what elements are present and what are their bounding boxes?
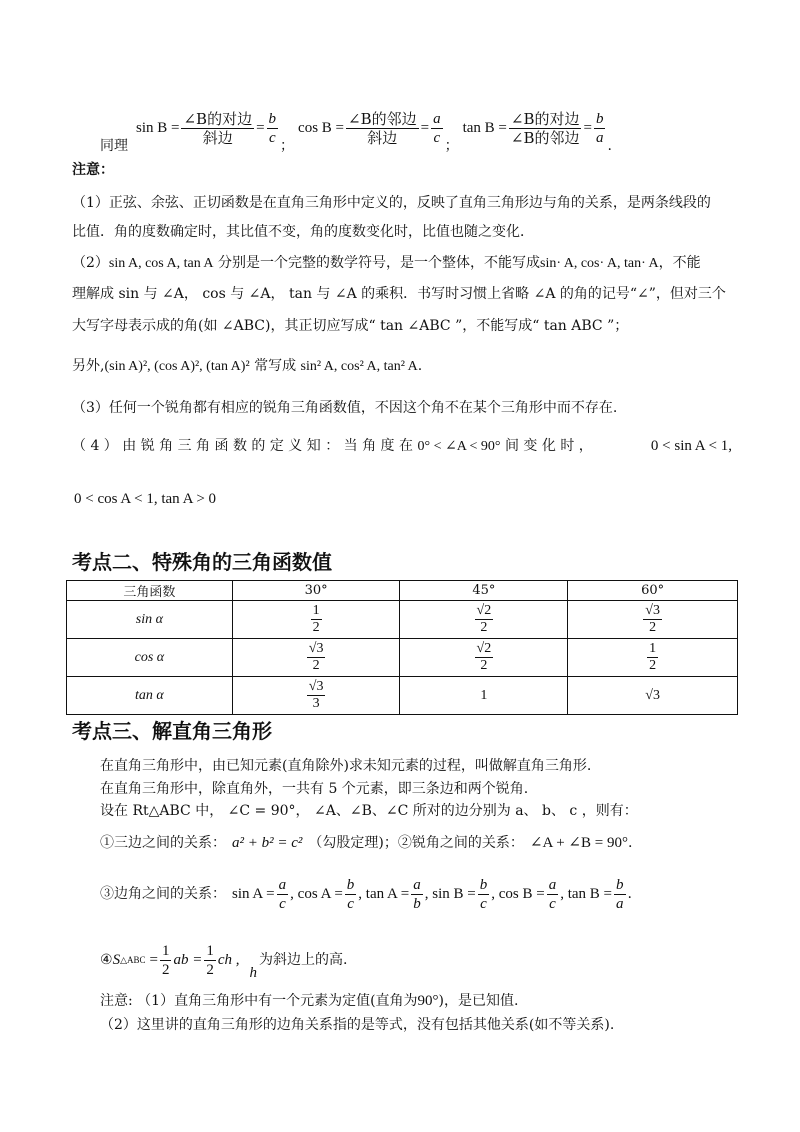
table-row	[67, 639, 738, 677]
numerator: b	[616, 876, 624, 893]
note-4-text-2: 间 变 化 时 ，	[500, 438, 593, 454]
numerator: √3	[645, 603, 660, 618]
area-ch: ch ,	[217, 952, 240, 968]
numerator: a	[413, 876, 421, 893]
denominator: 2	[649, 620, 657, 635]
sin-a-lhs: sin A =	[232, 886, 275, 902]
angle-range: 0° < ∠A < 90°	[417, 439, 501, 454]
right-angle-value: 90°	[417, 993, 439, 1009]
period: .	[417, 358, 423, 374]
sin-b-lhs: sin B =	[136, 120, 180, 136]
section-3-note-1	[100, 991, 518, 1011]
denominator: 2	[480, 620, 488, 635]
denominator: c	[347, 895, 354, 912]
table-header: 60°	[568, 581, 738, 601]
denominator: 2	[312, 658, 320, 673]
relation-4: ④ S △ABC = $\frac{1}{2}$ ab = $\frac{1}{2}$ ch , h 为斜边上的高.	[100, 942, 348, 981]
area-symbol: S	[112, 952, 121, 968]
cos-a-lhs: , cos A =	[290, 886, 343, 902]
note-4-text: （ 4 ） 由 锐 角 三 角 函 数 的 定 义 知 ： 当 角 度 在	[72, 438, 418, 454]
separator: ；	[280, 138, 295, 154]
note-2-line-2: 理解成 sin 与 ∠A， cos 与 ∠A， tan 与 ∠A 的乘积．书写时习惯上省略 ∠A 的角的记号“∠”，但对三个	[72, 286, 726, 302]
note-2-also: 另外,	[72, 358, 105, 374]
wrong-notation: sin· A, cos· A, tan· A	[540, 256, 659, 271]
sin-b-lhs: , sin B =	[424, 886, 476, 902]
numerator: √2	[476, 603, 492, 618]
table-cell	[400, 639, 568, 677]
definitions-row: 同理 sin B = $\frac{\text{∠B的对边}}{\text{斜边}}$ = $\frac{b}{c}$ ； cos B = $\frac{\text{∠B的邻边}}{\text{斜边}}$ = $\frac{a}{c}$ ； tan B = $\frac{\text{∠B的对边}}{\text{∠B的邻边}}$ = $\frac{b}{a}$ .	[100, 109, 612, 154]
note-2-tail: ，不能	[658, 255, 701, 271]
note-1-line-2: 比值．角的度数确定时，其比值不变，角的度数变化时，比值也随之变化．	[72, 224, 534, 240]
denominator: 3	[312, 696, 320, 711]
table-cell: √3	[568, 677, 738, 715]
section-3-paragraph-3: 设在 Rt△ABC 中， ∠C = 90°， ∠A、∠B、∠C 所对的边分别为 a、 b、 c ，则有：	[100, 803, 638, 819]
note-2-line-4	[72, 356, 422, 377]
special-angles-table	[66, 580, 738, 715]
numerator: √3	[308, 641, 324, 656]
note-2-prefix: （2）	[72, 255, 109, 271]
height-symbol: h	[249, 965, 258, 981]
numerator: √3	[308, 679, 324, 694]
cos-b-lhs: cos B =	[298, 120, 345, 136]
table-header-row	[67, 581, 738, 601]
tan-b-ratio: $\frac{b}{a}$	[595, 110, 604, 146]
relation-label: ①三边之间的关系：	[100, 835, 226, 851]
table-header: 三角函数	[67, 581, 233, 601]
denominator: c	[279, 895, 286, 912]
numerator: √2	[476, 641, 492, 656]
table-cell	[568, 601, 738, 639]
numerator: a	[278, 876, 287, 893]
table-row	[67, 601, 738, 639]
numerator: b	[479, 876, 488, 893]
function-name: tan α	[67, 677, 233, 715]
table-row	[67, 677, 738, 715]
note-3: （3）任何一个锐角都有相应的锐角三角函数值，不因这个角不在某个三角形中而不存在.	[72, 400, 618, 416]
note-2-line-1	[72, 253, 701, 274]
function-name: sin α	[67, 601, 233, 639]
prefix-text: 同理	[100, 138, 128, 154]
note-4-line-2: 0 < cos A < 1, tan A > 0	[74, 491, 217, 507]
table-cell	[400, 601, 568, 639]
note-text: 注意: （1）直角三角形中有一个元素为定值(直角为	[100, 993, 418, 1009]
height-description: 为斜边上的高.	[259, 952, 348, 968]
denominator: 2	[649, 658, 657, 673]
section-3-title: 考点三、解直角三角形	[72, 719, 272, 743]
numerator: b	[346, 876, 355, 893]
table-cell	[232, 639, 400, 677]
squared-forms: (sin A)², (cos A)², (tan A)²	[104, 359, 250, 374]
section-3-paragraph-2: 在直角三角形中，除直角外，一共有 5 个元素，即三条边和两个锐角.	[100, 781, 529, 797]
note-2-usually: 常写成	[249, 358, 301, 374]
denominator: b	[413, 895, 421, 912]
table-cell	[232, 677, 400, 715]
area-ab: ab =	[173, 952, 203, 968]
cos-b-ratio: $\frac{a}{c}$	[433, 110, 441, 146]
angle-sum-formula: ∠A + ∠B = 90°	[529, 835, 628, 851]
numerator: 1	[206, 942, 214, 959]
denominator: 2	[480, 658, 488, 673]
tan-b-fraction: $\frac{\text{∠B的对边}}{\text{∠B的邻边}}$	[510, 109, 580, 147]
pythagoras-formula: a² + b² = c²	[232, 835, 303, 851]
denominator: a	[616, 895, 624, 912]
tan-b-lhs: tan B =	[462, 120, 507, 136]
numerator: 1	[161, 942, 170, 959]
function-name: cos α	[67, 639, 233, 677]
numerator: a	[548, 876, 557, 893]
relation-1	[100, 833, 632, 853]
relation-3	[100, 872, 632, 916]
relation-text: （勾股定理)；②锐角之间的关系：	[308, 835, 524, 851]
relation-label: ④	[100, 952, 113, 968]
denominator: c	[480, 895, 487, 912]
denominator: 2	[161, 961, 170, 978]
section-2-title: 考点二、特殊角的三角函数值	[72, 550, 332, 574]
equals: =	[149, 952, 158, 968]
trig-symbols: sin A, cos A, tan A	[108, 256, 214, 271]
relation-label: ③边角之间的关系：	[100, 886, 226, 902]
table-cell	[232, 601, 400, 639]
numerator: 1	[312, 603, 320, 618]
sin-b-ratio: $\frac{b}{c}$	[268, 110, 277, 146]
notes-title: 注意：	[72, 162, 114, 178]
separator: ；	[444, 138, 459, 154]
period: .	[607, 138, 612, 154]
cos-b-lhs: , cos B =	[491, 886, 545, 902]
section-3-paragraph-1: 在直角三角形中，由已知元素(直角除外)求未知元素的过程，叫做解直角三角形.	[100, 758, 592, 774]
sin-b-fraction: $\frac{\text{∠B的对边}}{\text{斜边}}$	[183, 109, 253, 147]
note-1-line-1: （1）正弦、余弦、正切函数是在直角三角形中定义的，反映了直角三角形边与角的关系，是两条线段的	[72, 195, 711, 211]
table-header: 45°	[400, 581, 568, 601]
denominator: 2	[206, 961, 214, 978]
note-text-tail: )，是已知值.	[438, 993, 519, 1009]
tan-a-lhs: , tan A =	[358, 886, 410, 902]
tan-b-lhs: , tan B =	[560, 886, 613, 902]
note-2-text: 分别是一个完整的数学符号，是一个整体，不能写成	[213, 255, 540, 271]
sin-range: 0 < sin A < 1,	[650, 438, 732, 454]
period: .	[627, 835, 633, 851]
note-2-line-3: 大写字母表示成的角(如 ∠ABC)，其正切应写成“ tan ∠ABC ”，不能写成“ tan ABC ”；	[72, 318, 629, 334]
section-3-note-2: （2）这里讲的直角三角形的边角关系指的是等式，没有包括其他关系(如不等关系).	[100, 1017, 615, 1033]
denominator: c	[549, 895, 556, 912]
cos-b-fraction: $\frac{\text{∠B的邻边}}{\text{斜边}}$	[348, 109, 417, 147]
denominator: 2	[312, 620, 320, 635]
short-squared-forms: sin² A, cos² A, tan² A	[300, 359, 418, 374]
table-cell: 1	[400, 677, 568, 715]
numerator: 1	[649, 641, 657, 656]
table-cell	[568, 639, 738, 677]
table-header: 30°	[232, 581, 400, 601]
period: .	[627, 886, 632, 902]
note-4-line-1	[72, 436, 732, 457]
